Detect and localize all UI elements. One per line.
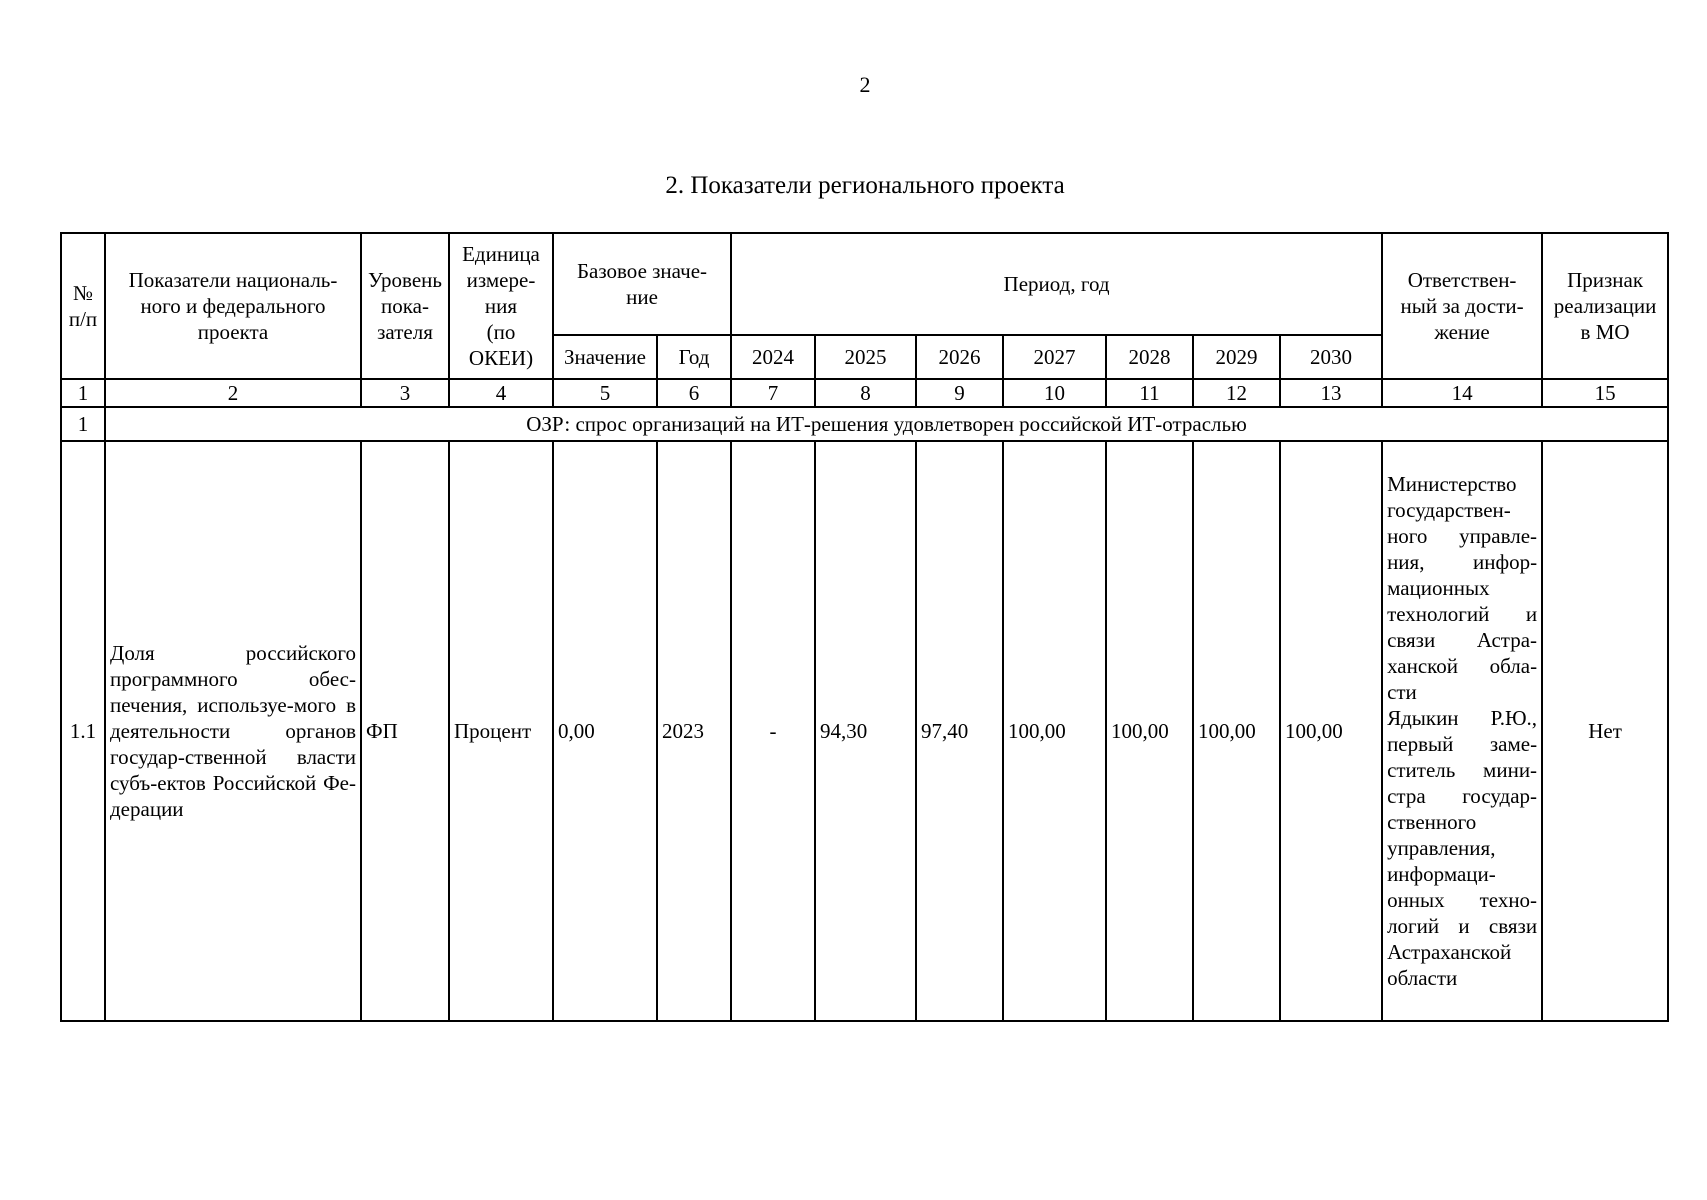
row-number: 1.1 <box>61 441 105 1021</box>
indicators-table <box>60 232 1669 1022</box>
row-indicator: Доля российского программного обес-печения, используе-мого в деятельности органов государ-ственной власти субъ-ектов Российской Фе-дерации <box>105 441 361 1021</box>
column-number: 15 <box>1542 379 1668 407</box>
header-row <box>61 233 1668 335</box>
column-number: 1 <box>61 379 105 407</box>
column-number: 2 <box>105 379 361 407</box>
column-number: 11 <box>1106 379 1193 407</box>
row-value-2027: 100,00 <box>1003 441 1106 1021</box>
column-number: 5 <box>553 379 657 407</box>
row-value-2030: 100,00 <box>1280 441 1382 1021</box>
page-number: 2 <box>859 72 871 97</box>
row-base-year: 2023 <box>657 441 731 1021</box>
header-year: 2025 <box>815 335 916 379</box>
header-period: Период, год <box>731 233 1382 335</box>
column-number: 14 <box>1382 379 1542 407</box>
header-level: Уровень пока- зателя <box>361 233 449 379</box>
row-base-value: 0,00 <box>553 441 657 1021</box>
row-value-2029: 100,00 <box>1193 441 1280 1021</box>
header-base-value: Значение <box>553 335 657 379</box>
row-value-2028: 100,00 <box>1106 441 1193 1021</box>
column-number-row <box>61 379 1668 407</box>
header-number: № п/п <box>61 233 105 379</box>
header-year: 2030 <box>1280 335 1382 379</box>
column-number: 12 <box>1193 379 1280 407</box>
row-sign: Нет <box>1542 441 1668 1021</box>
column-number: 6 <box>657 379 731 407</box>
column-number: 7 <box>731 379 815 407</box>
row-value-2025: 94,30 <box>815 441 916 1021</box>
row-level: ФП <box>361 441 449 1021</box>
header-base-year: Год <box>657 335 731 379</box>
header-year: 2029 <box>1193 335 1280 379</box>
section-title: ОЗР: спрос организаций на ИТ-решения удовлетворен российской ИТ-отраслью <box>105 407 1668 441</box>
row-value-2024: - <box>731 441 815 1021</box>
header-responsible: Ответствен- ный за дости- жение <box>1382 233 1542 379</box>
header-indicator: Показатели националь- ного и федерального проекта <box>105 233 361 379</box>
header-year: 2026 <box>916 335 1003 379</box>
header-year: 2027 <box>1003 335 1106 379</box>
row-value-2026: 97,40 <box>916 441 1003 1021</box>
column-number: 10 <box>1003 379 1106 407</box>
header-sign: Признак реализации в МО <box>1542 233 1668 379</box>
page-title: 2. Показатели регионального проекта <box>665 172 1065 199</box>
section-row <box>61 407 1668 441</box>
header-year: 2028 <box>1106 335 1193 379</box>
header-year: 2024 <box>731 335 815 379</box>
column-number: 13 <box>1280 379 1382 407</box>
column-number: 4 <box>449 379 553 407</box>
column-number: 9 <box>916 379 1003 407</box>
header-base: Базовое значе- ние <box>553 233 731 335</box>
header-unit: Единица измере- ния (по ОКЕИ) <box>449 233 553 379</box>
table-row <box>61 441 1668 1021</box>
column-number: 8 <box>815 379 916 407</box>
row-unit: Процент <box>449 441 553 1021</box>
column-number: 3 <box>361 379 449 407</box>
row-responsible: Министерство государствен-ного управле-ния, инфор-мационных технологий и связи Астра-ханской обла-сти Ядыкин Р.Ю., первый заме-ститель мини-стра государ-ственного управления, информаци-онных техно-логий и связи Астраханской области <box>1382 441 1542 1021</box>
section-number: 1 <box>61 407 105 441</box>
